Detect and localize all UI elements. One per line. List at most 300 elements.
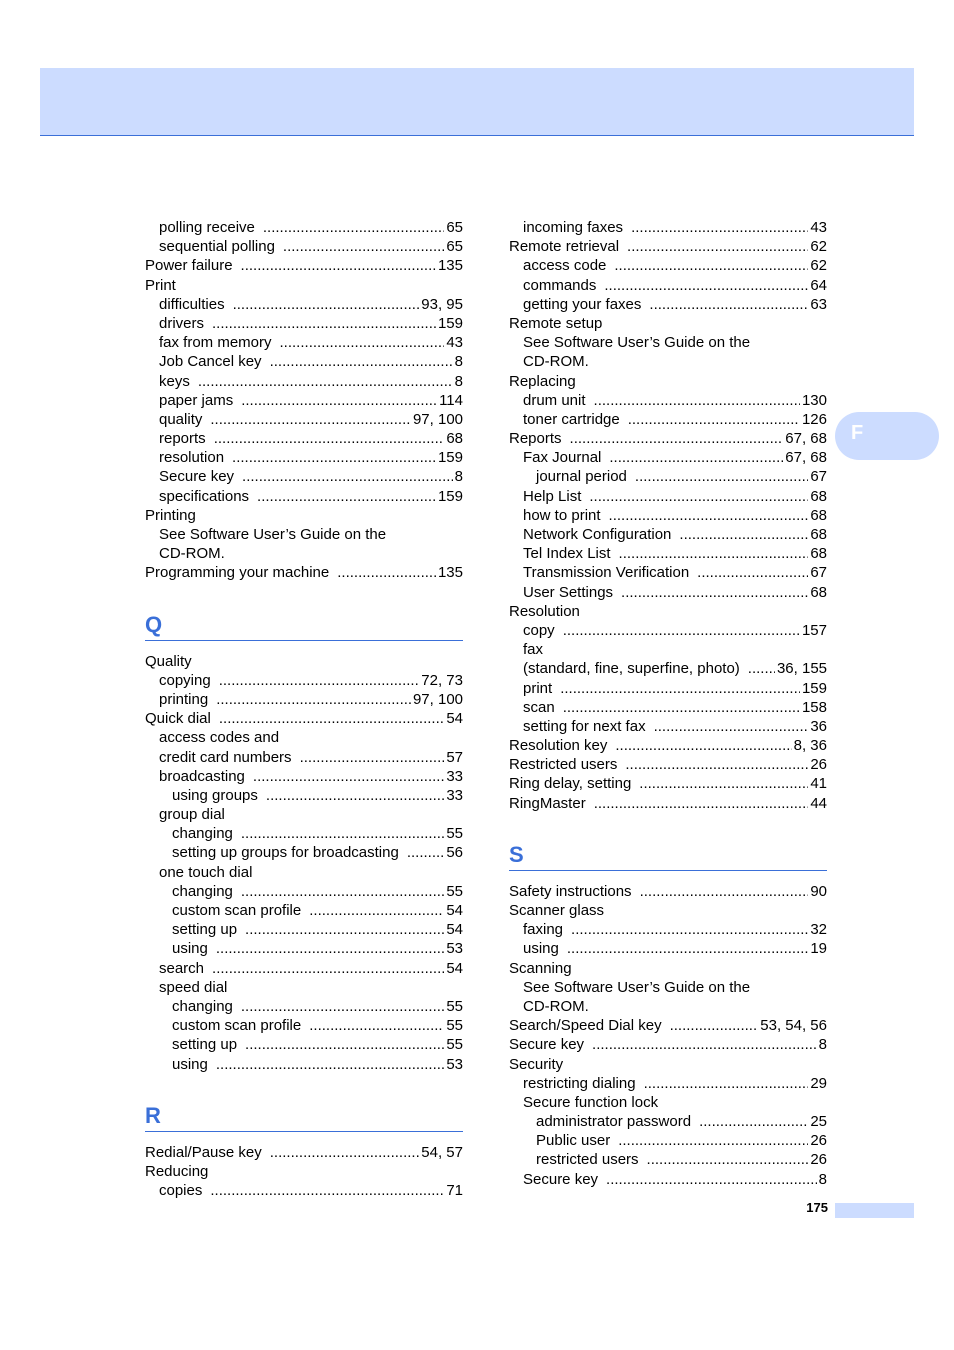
index-entry[interactable]	[145, 563, 463, 582]
dot-leader	[615, 736, 791, 755]
dot-leader	[621, 583, 808, 602]
index-page-ref[interactable]: 8	[454, 372, 463, 390]
index-term: Secure function lock	[523, 1093, 659, 1111]
dot-leader	[214, 429, 445, 448]
index-term: Redial/Pause key	[145, 1143, 262, 1161]
dot-leader	[640, 882, 809, 901]
dot-leader	[679, 525, 808, 544]
index-entry[interactable]	[145, 314, 463, 333]
index-term: Transmission Verification	[523, 564, 690, 582]
index-term: setting up	[172, 1036, 238, 1054]
dot-leader	[233, 295, 420, 314]
index-entry[interactable]	[145, 352, 463, 371]
index-page-ref[interactable]: 68	[810, 487, 827, 505]
index-page-ref[interactable]: 67	[810, 468, 827, 486]
index-term: scan	[523, 698, 555, 716]
index-entry[interactable]	[509, 429, 827, 448]
index-page-ref[interactable]: 8	[454, 353, 463, 371]
index-entry	[509, 1055, 827, 1074]
index-term: journal period	[536, 468, 627, 486]
index-page-ref[interactable]: 63	[810, 295, 827, 313]
index-page-ref[interactable]: 158	[801, 698, 827, 716]
dot-leader	[245, 1035, 444, 1054]
index-page-ref[interactable]: 54	[446, 959, 463, 977]
index-entry[interactable]	[145, 824, 463, 843]
index-page-ref[interactable]: 159	[801, 679, 827, 697]
index-entry	[509, 314, 827, 333]
index-page-ref[interactable]: 8, 36	[793, 737, 827, 755]
index-entry[interactable]	[145, 767, 463, 786]
dot-leader	[216, 690, 411, 709]
index-entry[interactable]	[145, 709, 463, 728]
index-page-ref[interactable]: 126	[801, 410, 827, 428]
dot-leader	[241, 882, 444, 901]
index-entry[interactable]	[509, 1170, 827, 1189]
index-entry[interactable]	[145, 410, 463, 429]
index-term: See Software User’s Guide on the	[523, 978, 751, 996]
index-entry[interactable]	[145, 671, 463, 690]
index-entry[interactable]	[145, 882, 463, 901]
index-entry[interactable]	[145, 429, 463, 448]
index-page-ref[interactable]: 67	[810, 564, 827, 582]
index-term: Safety instructions	[509, 882, 632, 900]
index-entry[interactable]	[509, 218, 827, 237]
index-term: fax from memory	[159, 334, 272, 352]
index-term: specifications	[159, 487, 250, 505]
index-entry[interactable]	[509, 659, 827, 678]
index-entry[interactable]	[145, 786, 463, 805]
dot-leader	[241, 824, 444, 843]
index-entry[interactable]	[509, 698, 827, 717]
index-entry[interactable]	[145, 1055, 463, 1074]
dot-leader	[219, 671, 420, 690]
index-page-ref[interactable]: 55	[446, 997, 463, 1015]
index-entry[interactable]	[509, 621, 827, 640]
dot-leader	[635, 467, 808, 486]
index-entry	[509, 640, 827, 659]
index-entry	[509, 959, 827, 978]
index-entry	[509, 602, 827, 621]
index-page-ref[interactable]: 54, 57	[421, 1143, 463, 1161]
dot-leader	[212, 314, 436, 333]
index-entry	[509, 1093, 827, 1112]
dot-leader	[210, 1181, 444, 1200]
index-term: Reducing	[145, 1162, 209, 1180]
dot-leader	[257, 487, 436, 506]
index-term: changing	[172, 825, 233, 843]
index-term: drivers	[159, 314, 205, 332]
dot-leader	[609, 506, 809, 525]
index-entry[interactable]	[509, 1150, 827, 1169]
dot-leader	[628, 410, 800, 429]
index-page-ref[interactable]: 114	[439, 391, 463, 409]
dot-leader	[567, 939, 808, 958]
index-term: Help List	[523, 487, 582, 505]
dot-leader	[216, 939, 444, 958]
index-page-ref[interactable]: 41	[810, 775, 827, 793]
index-term: Scanner glass	[509, 902, 605, 919]
index-term: Quality	[145, 652, 192, 670]
index-page-ref[interactable]: 54	[446, 710, 463, 728]
chapter-tab-label: F	[851, 422, 864, 444]
index-entry[interactable]	[509, 1074, 827, 1093]
dot-leader	[560, 679, 800, 698]
index-term: Secure key	[523, 1170, 599, 1188]
dot-leader	[216, 1055, 444, 1074]
dot-leader	[263, 218, 444, 237]
index-page-ref[interactable]: 8	[454, 468, 463, 486]
index-page-ref[interactable]: 53	[446, 940, 463, 958]
index-term: setting up groups for broadcasting	[172, 844, 399, 862]
index-entry[interactable]	[509, 487, 827, 506]
index-term: Network Configuration	[523, 526, 672, 543]
index-term: Public user	[536, 1132, 611, 1150]
dot-leader	[266, 786, 444, 805]
dot-leader	[253, 767, 444, 786]
index-term: Job Cancel key	[159, 353, 262, 371]
index-entry[interactable]	[509, 563, 827, 582]
index-entry[interactable]	[509, 583, 827, 602]
index-page-ref[interactable]: 64	[810, 276, 827, 294]
index-entry[interactable]	[509, 755, 827, 774]
index-entry[interactable]	[509, 1035, 827, 1054]
dot-leader	[589, 487, 808, 506]
index-entry[interactable]	[145, 1143, 463, 1162]
dot-leader	[241, 997, 444, 1016]
index-page-ref[interactable]: 62	[810, 238, 827, 256]
index-term: setting up	[172, 921, 238, 939]
index-term: difficulties	[159, 295, 225, 313]
index-term: (standard, fine, superfine, photo)	[523, 660, 740, 678]
index-entry[interactable]	[509, 736, 827, 755]
dot-leader	[245, 920, 444, 939]
index-page-ref[interactable]: 25	[810, 1113, 827, 1131]
index-page-ref[interactable]: 72, 73	[421, 671, 463, 689]
dot-leader	[604, 276, 808, 295]
index-page-ref[interactable]: 55	[446, 825, 463, 843]
index-term: CD-ROM.	[523, 353, 589, 371]
dot-leader	[609, 448, 783, 467]
index-entry[interactable]	[145, 939, 463, 958]
index-term: faxing	[523, 921, 564, 939]
dot-leader	[644, 1074, 809, 1093]
index-term: resolution	[159, 449, 225, 467]
index-entry[interactable]	[145, 690, 463, 709]
dot-leader	[625, 755, 808, 774]
index-page-ref[interactable]: 26	[810, 756, 827, 774]
dot-leader	[570, 429, 784, 448]
index-term: incoming faxes	[523, 219, 624, 236]
index-entry[interactable]	[145, 1035, 463, 1054]
index-term: Print	[145, 276, 176, 294]
index-term: drum unit	[523, 391, 586, 409]
dot-leader	[219, 709, 444, 728]
index-entry[interactable]	[509, 717, 827, 736]
footer-band	[835, 1203, 914, 1218]
index-entry	[145, 978, 463, 997]
index-term: sequential polling	[159, 238, 275, 256]
index-entry[interactable]	[509, 295, 827, 314]
index-term: fax	[523, 641, 544, 659]
dot-leader	[407, 843, 445, 862]
index-entry[interactable]	[145, 1181, 463, 1200]
index-entry[interactable]	[145, 391, 463, 410]
index-page-ref[interactable]: 54	[446, 921, 463, 939]
index-term: using	[172, 940, 208, 958]
index-page-ref[interactable]: 157	[801, 621, 827, 639]
dot-leader	[309, 1016, 444, 1035]
index-page-ref[interactable]: 57	[446, 748, 463, 766]
index-page-ref[interactable]: 68	[810, 583, 827, 601]
index-entry[interactable]	[509, 276, 827, 295]
index-term: Secure key	[159, 468, 235, 486]
index-page-ref[interactable]: 53	[446, 1055, 463, 1073]
section-heading: Q	[145, 611, 163, 637]
index-term: Remote setup	[509, 314, 603, 332]
index-entry[interactable]	[509, 920, 827, 939]
index-page-ref[interactable]: 8	[818, 1036, 827, 1054]
header-band	[40, 68, 914, 136]
index-entry	[145, 805, 463, 824]
dot-leader	[654, 717, 809, 736]
index-page-ref[interactable]: 159	[437, 314, 463, 332]
index-term: paper jams	[159, 391, 234, 409]
index-term: setting for next fax	[523, 717, 646, 735]
index-entry[interactable]	[145, 959, 463, 978]
index-page-ref[interactable]: 130	[801, 391, 827, 409]
index-page-ref[interactable]: 68	[810, 526, 827, 543]
dot-leader	[210, 410, 411, 429]
index-page-ref[interactable]: 65	[446, 219, 463, 236]
index-term: Security	[509, 1055, 564, 1073]
index-entry	[509, 372, 827, 391]
dot-leader	[594, 794, 809, 813]
index-term: printing	[159, 690, 209, 708]
index-entry	[509, 352, 827, 371]
dot-leader	[337, 563, 436, 582]
index-entry[interactable]	[509, 1112, 827, 1131]
index-term: copying	[159, 671, 211, 689]
section-spacer	[509, 871, 827, 882]
index-entry[interactable]	[145, 748, 463, 767]
index-page-ref[interactable]: 26	[810, 1132, 827, 1150]
index-page-ref[interactable]: 67, 68	[785, 430, 827, 448]
index-page-ref[interactable]: 68	[446, 430, 463, 448]
index-entry[interactable]	[509, 448, 827, 467]
index-page-ref[interactable]: 33	[446, 767, 463, 785]
dot-leader	[619, 544, 809, 563]
index-entry[interactable]	[145, 920, 463, 939]
index-term: access codes and	[159, 729, 280, 747]
index-term: Remote retrieval	[509, 238, 620, 256]
index-term: print	[523, 679, 553, 697]
index-term: using	[172, 1055, 208, 1073]
index-page-ref[interactable]: 43	[446, 334, 463, 352]
index-page-ref[interactable]: 44	[810, 794, 827, 812]
section-spacer	[145, 583, 463, 601]
index-entry[interactable]	[509, 1016, 827, 1035]
index-term: speed dial	[159, 978, 228, 996]
index-page-ref[interactable]: 90	[810, 882, 827, 900]
index-entry[interactable]	[145, 448, 463, 467]
index-entry[interactable]	[509, 679, 827, 698]
index-page-ref[interactable]: 56	[446, 844, 463, 862]
index-entry[interactable]	[145, 372, 463, 391]
index-term: keys	[159, 372, 190, 390]
index-entry[interactable]	[145, 333, 463, 352]
index-entry	[509, 901, 827, 920]
index-entry[interactable]	[145, 256, 463, 275]
index-term: CD-ROM.	[159, 545, 225, 563]
index-entry[interactable]	[145, 237, 463, 256]
dot-leader	[748, 659, 775, 678]
index-page-ref[interactable]: 53, 54, 56	[760, 1017, 827, 1035]
chapter-tab[interactable]	[835, 412, 939, 460]
index-page-ref[interactable]: 36	[810, 717, 827, 735]
index-term: RingMaster	[509, 794, 586, 812]
dot-leader	[270, 1143, 420, 1162]
dot-leader	[212, 959, 444, 978]
index-term: Scanning	[509, 959, 572, 977]
index-term: broadcasting	[159, 767, 245, 785]
index-page-ref[interactable]: 55	[446, 1017, 463, 1035]
index-entry	[145, 863, 463, 882]
index-page-ref[interactable]: 159	[437, 487, 463, 505]
index-entry[interactable]	[509, 256, 827, 275]
index-entry[interactable]	[145, 218, 463, 237]
index-term: quality	[159, 410, 203, 428]
index-term: User Settings	[523, 583, 614, 601]
dot-leader	[670, 1016, 759, 1035]
index-page-ref[interactable]: 65	[446, 238, 463, 256]
index-term: Replacing	[509, 372, 576, 390]
index-term: group dial	[159, 806, 225, 824]
index-page-ref[interactable]: 93, 95	[421, 295, 463, 313]
index-term: Search/Speed Dial key	[509, 1017, 662, 1035]
index-page-ref[interactable]: 159	[437, 449, 463, 467]
index-page-ref[interactable]: 97, 100	[412, 410, 463, 428]
dot-leader	[198, 372, 453, 391]
index-term: See Software User’s Guide on the	[159, 526, 387, 543]
index-term: reports	[159, 430, 206, 448]
index-entry	[145, 652, 463, 671]
index-entry[interactable]	[145, 487, 463, 506]
index-entry[interactable]	[145, 843, 463, 862]
index-entry[interactable]	[145, 997, 463, 1016]
index-term: administrator password	[536, 1113, 692, 1131]
page-number: 175	[806, 1200, 828, 1215]
index-term: copy	[523, 621, 555, 639]
index-term: polling receive	[159, 219, 255, 236]
section-spacer	[145, 1074, 463, 1092]
index-entry	[145, 506, 463, 525]
index-term: Tel Index List	[523, 545, 611, 563]
dot-leader	[232, 448, 436, 467]
index-term: search	[159, 959, 205, 977]
index-entry[interactable]	[509, 882, 827, 901]
dot-leader	[241, 391, 437, 410]
index-column-left	[145, 218, 463, 1200]
index-entry[interactable]	[509, 410, 827, 429]
index-page-ref[interactable]: 71	[446, 1182, 463, 1200]
section-spacer	[145, 641, 463, 652]
index-term: custom scan profile	[172, 902, 302, 919]
index-term: Resolution	[509, 602, 580, 620]
index-entry[interactable]	[509, 939, 827, 958]
index-entry[interactable]	[145, 1016, 463, 1035]
section-heading: S	[509, 841, 524, 867]
section-heading: R	[145, 1102, 161, 1128]
dot-leader	[594, 391, 800, 410]
dot-leader	[592, 1035, 817, 1054]
index-page-ref[interactable]: 32	[810, 921, 827, 939]
index-page-ref[interactable]: 29	[810, 1074, 827, 1092]
index-entry	[509, 333, 827, 352]
index-entry	[145, 544, 463, 563]
index-entry[interactable]	[509, 467, 827, 486]
index-entry[interactable]	[509, 237, 827, 256]
section-spacer	[509, 813, 827, 831]
index-page-ref[interactable]: 19	[810, 940, 827, 958]
index-entry[interactable]	[509, 506, 827, 525]
dot-leader	[649, 295, 808, 314]
index-term: how to print	[523, 506, 601, 524]
index-page-ref[interactable]: 54	[446, 902, 463, 919]
index-term: See Software User’s Guide on the	[523, 334, 751, 352]
index-term: copies	[159, 1182, 203, 1200]
dot-leader	[241, 256, 436, 275]
index-entry[interactable]	[509, 391, 827, 410]
index-term: credit card numbers	[159, 748, 292, 766]
index-page-ref[interactable]: 55	[446, 882, 463, 900]
index-page-ref[interactable]: 55	[446, 1036, 463, 1054]
index-page-ref[interactable]: 62	[810, 257, 827, 275]
index-page-ref[interactable]: 8	[818, 1170, 827, 1188]
index-term: Programming your machine	[145, 564, 330, 582]
index-entry[interactable]	[145, 901, 463, 920]
index-entry[interactable]	[509, 544, 827, 563]
dot-leader	[618, 1131, 808, 1150]
index-term: toner cartridge	[523, 410, 620, 428]
index-term: Printing	[145, 506, 196, 524]
index-page-ref[interactable]: 43	[810, 219, 827, 236]
index-page-ref[interactable]: 135	[437, 564, 463, 582]
index-entry[interactable]	[509, 794, 827, 813]
dot-leader	[627, 237, 808, 256]
index-page-ref[interactable]: 67, 68	[785, 449, 827, 467]
index-page-ref[interactable]: 97, 100	[412, 690, 463, 708]
index-entry[interactable]	[509, 774, 827, 793]
index-term: Ring delay, setting	[509, 775, 632, 793]
index-term: using	[523, 940, 559, 958]
dot-leader	[699, 1112, 808, 1131]
dot-leader	[563, 621, 800, 640]
index-term: changing	[172, 997, 233, 1015]
index-entry[interactable]	[509, 1131, 827, 1150]
index-page-ref[interactable]: 33	[446, 786, 463, 804]
index-page-ref[interactable]: 68	[810, 545, 827, 563]
index-term: CD-ROM.	[523, 997, 589, 1015]
dot-leader	[242, 467, 453, 486]
index-page-ref[interactable]: 68	[810, 506, 827, 524]
index-page-ref[interactable]: 36, 155	[776, 660, 827, 678]
index-entry[interactable]	[509, 525, 827, 544]
index-page-ref[interactable]: 26	[810, 1151, 827, 1169]
dot-leader	[647, 1150, 809, 1169]
index-entry[interactable]	[145, 295, 463, 314]
index-page-ref[interactable]: 135	[437, 257, 463, 275]
index-entry[interactable]	[145, 467, 463, 486]
